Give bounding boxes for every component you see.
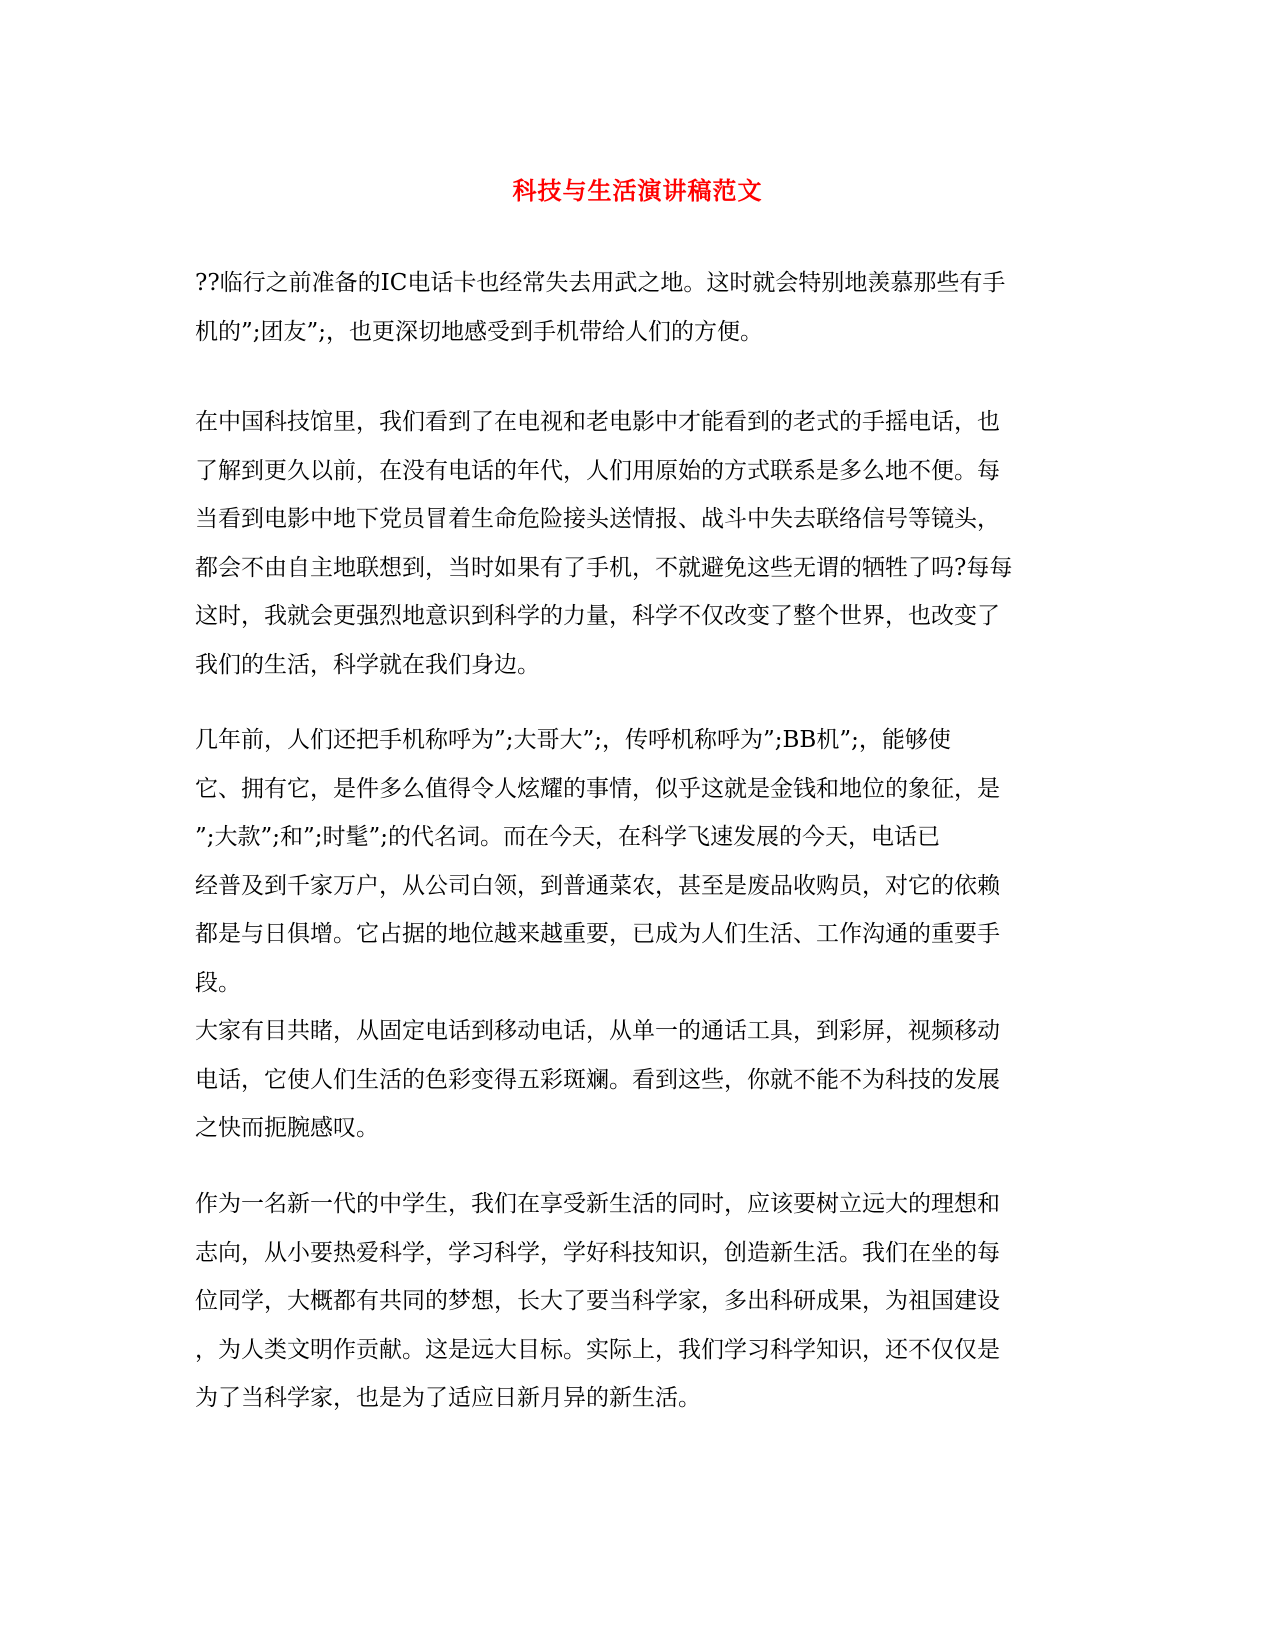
paragraph-1: ??临行之前准备的IC电话卡也经常失去用武之地。这时就会特别地羡慕那些有手 机的”;团友”;，也更深切地感受到手机带给人们的方便。 [195,270,1006,345]
paragraph-2: 在中国科技馆里，我们看到了在电视和老电影中才能看到的老式的手摇电话，也 了解到更久以前，在没有电话的年代，人们用原始的方式联系是多么地不便。每 当看到电影中地下党员冒着生命危险接头送情报、战斗中失去联络信号等镜头， 都会不由自主地联想到，当时如果有了手机，不就避免这些无谓的牺牲了吗?每每 这时，我就会更强烈地意识到科学的力量，科学不仅改变了整个世界，也改变了 我们的生活，科学就在我们身边。 [195,409,1013,678]
paragraph-3: 几年前，人们还把手机称呼为”;大哥大”;，传呼机称呼为”;BB机”;，能够使 它、拥有它，是件多么值得令人炫耀的事情，似乎这就是金钱和地位的象征，是 ”;大款”;和”;时髦”;的代名词。而在今天，在科学飞速发展的今天，电话已 经普及到千家万户，从公司白领，到普通菜农，甚至是废品收购员，对它的依赖 都是与日俱增。它占据的地位越来越重要，已成为人们生活、工作沟通的重要手 段。 大家有目共睹，从固定电话到移动电话，从单一的通话工具，到彩屏，视频移动 电话，它使人们生活的色彩变得五彩斑斓。看到这些，你就不能不为科技的发展 之快而扼腕感叹。 [195,727,1000,1141]
paragraph-4: 作为一名新一代的中学生，我们在享受新生活的同时，应该要树立远大的理想和 志向，从小要热爱科学，学习科学，学好科技知识，创造新生活。我们在坐的每 位同学，大概都有共同的梦想，长大了要当科学家，多出科研成果，为祖国建设 ，为人类文明作贡献。这是远大目标。实际上，我们学习科学知识，还不仅仅是 为了当科学家，也是为了适应日新月异的新生活。 [195,1191,1000,1411]
document-title: 科技与生活演讲稿范文 [512,176,763,205]
